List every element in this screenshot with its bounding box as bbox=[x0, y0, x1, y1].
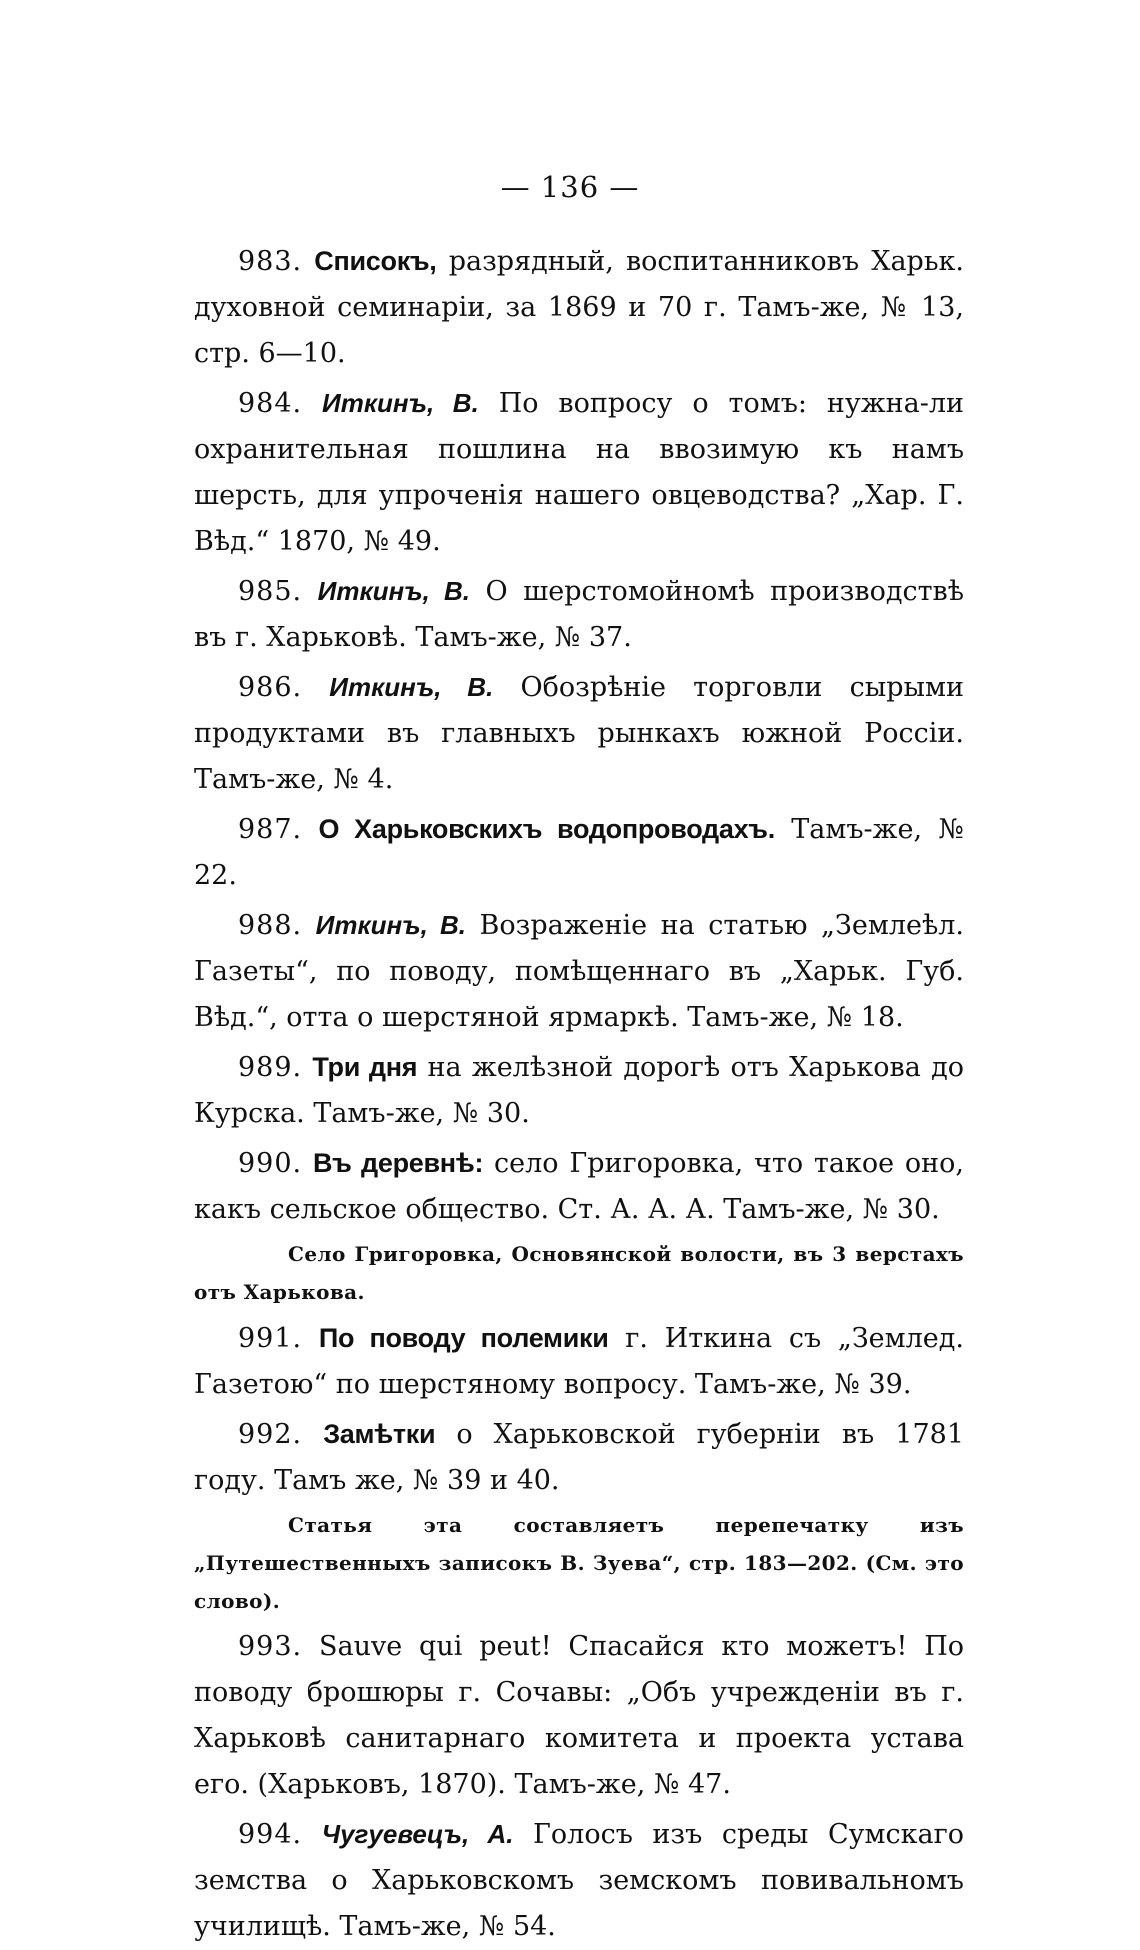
entry-keyword: Списокъ, bbox=[314, 246, 437, 276]
entry-number: 993. bbox=[238, 1631, 303, 1662]
entry-number: 991. bbox=[238, 1323, 303, 1354]
entry-text: Обозрѣніе торговли сырыми продуктами въ главныхъ рынкахъ южной Россіи. Тамъ-же, № 4. bbox=[194, 672, 964, 795]
entry-text: о Харьковской губерніи въ 1781 году. Тамъ же, № 39 и 40. bbox=[194, 1419, 964, 1496]
entry-number: 983. bbox=[238, 246, 303, 277]
entry-number: 986. bbox=[238, 672, 303, 703]
entry-text: Тамъ-же, № 22. bbox=[194, 814, 964, 891]
entry-keyword: По поводу полемики bbox=[318, 1323, 609, 1353]
entry-number: 990. bbox=[238, 1148, 303, 1179]
entry-text: г. Иткина съ „Землед. Газетою“ по шерстяному вопросу. Тамъ-же, № 39. bbox=[194, 1323, 964, 1400]
entry-keyword: Замѣтки bbox=[323, 1419, 436, 1449]
entry-number: 994. bbox=[238, 1819, 303, 1850]
entry-number: 989. bbox=[238, 1052, 303, 1083]
entry-984 bbox=[194, 380, 964, 565]
entry-987 bbox=[194, 806, 964, 899]
entry-991 bbox=[194, 1315, 964, 1408]
entry-text: О шерстомойномѣ производствѣ въ г. Харьковѣ. Тамъ-же, № 37. bbox=[194, 576, 964, 653]
entry-text: на желѣзной дорогѣ отъ Харькова до Курска. Тамъ-же, № 30. bbox=[194, 1052, 964, 1129]
entry-992-note: Статья эта составляетъ перепечатку изъ „Путешественныхъ записокъ В. Зуева“, стр. 183—202. (См. это слово). bbox=[194, 1513, 964, 1613]
entry-text: Голосъ изъ среды Сумскаго земства о Харьковскомъ земскомъ повивальномъ училищѣ. Тамъ-же, № 54. bbox=[194, 1819, 964, 1942]
entry-985 bbox=[194, 568, 964, 661]
entry-text: разрядный, воспитанниковъ Харьк. духовной семинаріи, за 1869 и 70 г. Тамъ-же, № 13, стр. 6—10. bbox=[194, 246, 964, 369]
entry-text: По вопросу о томъ: нужна-ли охранительная пошлина на ввозимую къ намъ шерсть, для упроченія нашего овцеводства? „Хар. Г. Вѣд.“ 1870, № 49. bbox=[194, 388, 964, 557]
entry-number: 992. bbox=[238, 1419, 303, 1450]
entry-text: село Григоровка, что такое оно, какъ сельское общество. Ст. А. А. А. Тамъ-же, № 30. bbox=[194, 1148, 964, 1225]
entry-keyword: Въ деревнѣ: bbox=[312, 1148, 484, 1178]
entry-994 bbox=[194, 1811, 964, 1950]
page-number: — 136 — bbox=[500, 170, 640, 204]
entry-990-note: Село Григоровка, Основянской волости, въ 3 верстахъ отъ Харькова. bbox=[194, 1242, 964, 1304]
entry-author: Иткинъ, В. bbox=[329, 672, 494, 702]
entry-number: 988. bbox=[238, 910, 303, 941]
entry-983 bbox=[194, 238, 964, 377]
entry-keyword: Три дня bbox=[312, 1052, 418, 1082]
entries-list bbox=[194, 238, 964, 1950]
entry-author: Чугуевецъ, А. bbox=[321, 1819, 514, 1849]
entry-text: Sauve qui peut! Спасайся кто можетъ! По поводу брошюры г. Сочавы: „Объ учрежденіи въ г. Харьковѣ санитарнаго комитета и проекта устава его. (Харьковъ, 1870). Тамъ-же, № 47. bbox=[194, 1631, 964, 1800]
entry-986 bbox=[194, 664, 964, 803]
entry-993 bbox=[194, 1624, 964, 1808]
entry-author: Иткинъ, В. bbox=[315, 910, 466, 940]
entry-author: Иткинъ, В. bbox=[322, 388, 479, 418]
entry-992 bbox=[194, 1411, 964, 1504]
entry-text: Возраженіе на статью „Землеѣл. Газеты“, по поводу, помѣщеннаго въ „Харьк. Губ. Вѣд.“, отта о шерстяной ярмаркѣ. Тамъ-же, № 18. bbox=[194, 910, 964, 1033]
entry-989 bbox=[194, 1044, 964, 1137]
entry-990 bbox=[194, 1140, 964, 1233]
entry-number: 987. bbox=[238, 814, 303, 845]
entry-number: 984. bbox=[238, 388, 303, 419]
entry-number: 985. bbox=[238, 576, 303, 607]
entry-keyword: О Харьковскихъ водопроводахъ. bbox=[318, 814, 775, 844]
entry-988 bbox=[194, 902, 964, 1041]
entry-author: Иткинъ, В. bbox=[317, 576, 470, 606]
